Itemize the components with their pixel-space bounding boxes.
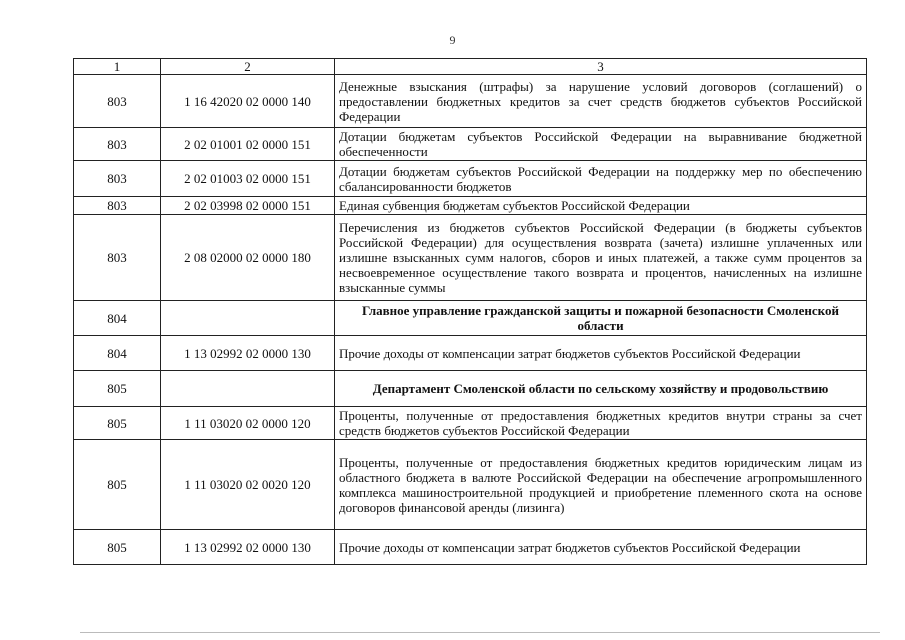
table-row — [74, 336, 867, 371]
scan-edge-divider — [80, 632, 880, 633]
administrator-code: 805 — [74, 530, 161, 565]
budget-classification-code: 1 13 02992 02 0000 130 — [161, 336, 335, 371]
income-description: Перечисления из бюджетов субъектов Российской Федерации (в бюджеты субъектов Российской Федерации) для осуществления возврата (зачета) излишне уплаченных или излишне взысканных сумм налогов, сборов и иных платежей, а также сумм процентов за несвоевременное осуществление такого возврата и процентов, начисленных на излишне взысканные суммы — [335, 215, 867, 301]
table-row — [74, 371, 867, 407]
column-header-1: 1 — [74, 59, 161, 75]
table-body — [74, 59, 867, 565]
administrator-code: 804 — [74, 301, 161, 336]
administrator-code: 804 — [74, 336, 161, 371]
table-row — [74, 161, 867, 197]
budget-classification-code: 2 08 02000 02 0000 180 — [161, 215, 335, 301]
income-description: Проценты, полученные от предоставления бюджетных кредитов юридическим лицам из областного бюджета в валюте Российской Федерации на обеспечение агропромышленного комплекса машиностроительной продукцией и приобретение племенного скота на основе договоров финансовой аренды (лизинга) — [335, 440, 867, 530]
income-description: Прочие доходы от компенсации затрат бюджетов субъектов Российской Федерации — [335, 336, 867, 371]
budget-classification-code: 2 02 01003 02 0000 151 — [161, 161, 335, 197]
budget-classification-code — [161, 371, 335, 407]
table-header-row — [74, 59, 867, 75]
section-heading: Департамент Смоленской области по сельскому хозяйству и продовольствию — [335, 371, 867, 407]
income-description: Дотации бюджетам субъектов Российской Федерации на поддержку мер по обеспечению сбалансированности бюджетов — [335, 161, 867, 197]
income-description: Единая субвенция бюджетам субъектов Российской Федерации — [335, 197, 867, 215]
administrator-code: 805 — [74, 371, 161, 407]
budget-classification-code: 1 11 03020 02 0020 120 — [161, 440, 335, 530]
administrator-code: 805 — [74, 440, 161, 530]
income-codes-table — [73, 58, 867, 565]
income-description: Проценты, полученные от предоставления бюджетных кредитов внутри страны за счет средств бюджетов субъектов Российской Федерации — [335, 407, 867, 440]
table-row — [74, 440, 867, 530]
page-number: 9 — [449, 33, 456, 47]
budget-classification-code: 2 02 01001 02 0000 151 — [161, 128, 335, 161]
budget-classification-code: 2 02 03998 02 0000 151 — [161, 197, 335, 215]
table-row — [74, 215, 867, 301]
column-header-2: 2 — [161, 59, 335, 75]
administrator-code: 803 — [74, 215, 161, 301]
income-description: Денежные взыскания (штрафы) за нарушение условий договоров (соглашений) о предоставлении бюджетных кредитов за счет средств бюджетов субъектов Российской Федерации — [335, 75, 867, 128]
income-description: Дотации бюджетам субъектов Российской Федерации на выравнивание бюджетной обеспеченности — [335, 128, 867, 161]
administrator-code: 805 — [74, 407, 161, 440]
budget-classification-code: 1 11 03020 02 0000 120 — [161, 407, 335, 440]
budget-classification-code: 1 13 02992 02 0000 130 — [161, 530, 335, 565]
table-row — [74, 75, 867, 128]
table-row — [74, 128, 867, 161]
budget-classification-code: 1 16 42020 02 0000 140 — [161, 75, 335, 128]
administrator-code: 803 — [74, 197, 161, 215]
section-heading: Главное управление гражданской защиты и пожарной безопасности Смоленской области — [335, 301, 867, 336]
administrator-code: 803 — [74, 128, 161, 161]
table-row — [74, 301, 867, 336]
table-row — [74, 197, 867, 215]
administrator-code: 803 — [74, 75, 161, 128]
table-row — [74, 407, 867, 440]
income-description: Прочие доходы от компенсации затрат бюджетов субъектов Российской Федерации — [335, 530, 867, 565]
column-header-3: 3 — [335, 59, 867, 75]
budget-classification-code — [161, 301, 335, 336]
table-row — [74, 530, 867, 565]
administrator-code: 803 — [74, 161, 161, 197]
